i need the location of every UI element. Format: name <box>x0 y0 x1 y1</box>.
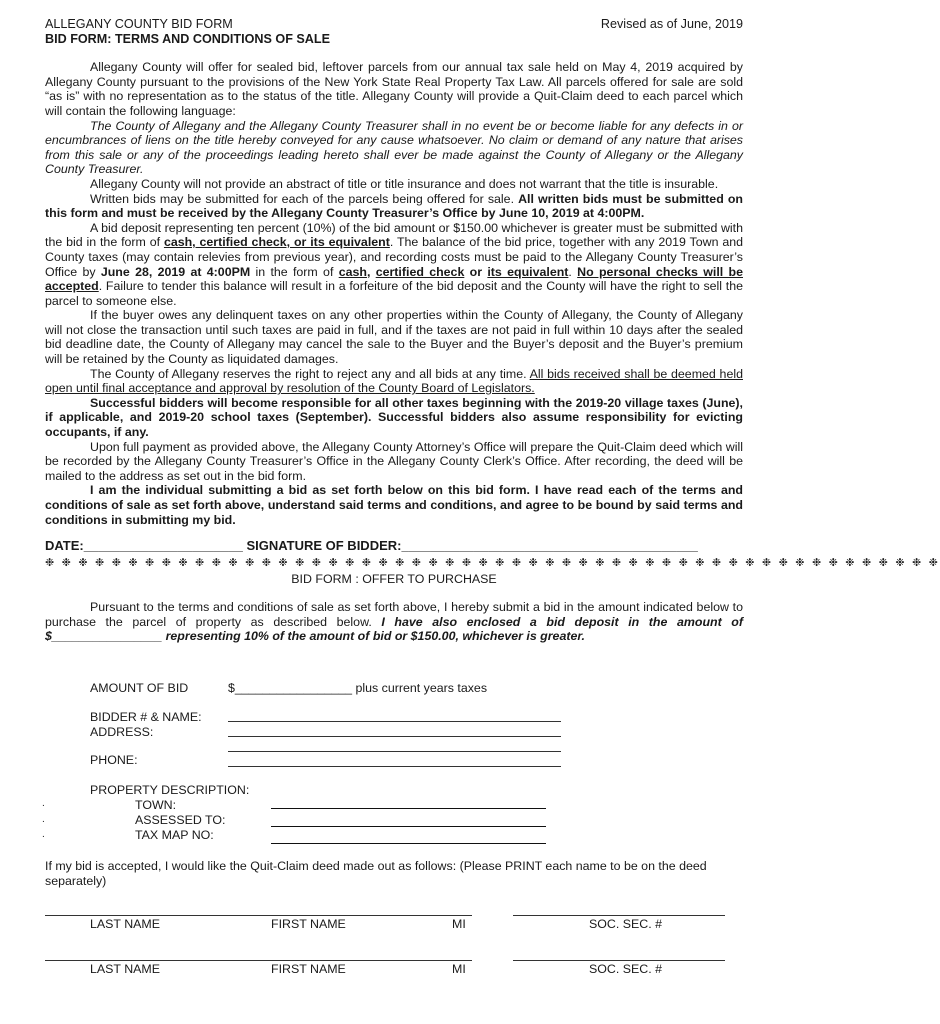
mi-label: MI <box>452 962 466 976</box>
address-label: ADDRESS: <box>90 725 154 739</box>
terms-p4-e: in the form of <box>250 264 339 279</box>
property-description-label: PROPERTY DESCRIPTION: <box>90 783 250 797</box>
amount-field[interactable]: $_________________ plus current years taxes <box>228 681 488 695</box>
first-name-label: FIRST NAME <box>271 917 346 931</box>
deed-instructions: If my bid is accepted, I would like the Quit-Claim deed made out as follows: (Please PRINT each name to be on the deed separately) <box>45 859 707 888</box>
offer-intro <box>45 600 743 644</box>
revised-date: Revised as of June, 2019 <box>600 17 743 31</box>
terms-p4-payment-forms: cash, certified check, or its equivalent <box>163 235 390 250</box>
offer-intro-text: Pursuant to the terms and conditions of sale as set forth above, I hereby submit a bid in the amount indicated below to purchase the parcel of property as described below. <box>45 599 743 629</box>
first-name-label: FIRST NAME <box>271 962 346 976</box>
terms-paragraph-2: Allegany County will not provide an abstract of title or title insurance and does not warrant that the title is insurable. <box>90 176 719 191</box>
assessed-to-field[interactable] <box>271 814 546 827</box>
assessed-to-label: ASSESSED TO: <box>135 813 226 827</box>
terms-p3-deadline: All written bids must be submitted on this form and must be received by the Allegany County Treasurer’s Office by June 10, 2019 at 4:00PM. <box>45 191 743 221</box>
tax-map-field[interactable] <box>271 831 546 844</box>
star-divider: ❉ ❉ ❉ ❉ ❉ ❉ ❉ ❉ ❉ ❉ ❉ ❉ ❉ ❉ ❉ ❉ ❉ ❉ ❉ ❉ ❉ ❉ ❉ ❉ ❉ ❉ ❉ ❉ ❉ ❉ ❉ ❉ ❉ ❉ ❉ ❉ ❉ ❉ ❉ ❉ ❉ ❉ ❉ ❉ ❉ ❉ ❉ ❉ ❉ ❉ ❉ ❉ ❉ ❉ <box>45 556 940 569</box>
address-field-2[interactable] <box>228 740 561 752</box>
terms-p9-text: I am the individual submitting a bid as set forth below on this bid form. I have read each of the terms and conditions of sale as set forth above, understand said terms and conditions, and agree to be bound by said terms and conditions in submitting my bid. <box>45 483 743 527</box>
phone-label: PHONE: <box>90 753 138 767</box>
form-title: ALLEGANY COUNTY BID FORM <box>45 17 233 31</box>
terms-p4-i: or <box>464 264 488 279</box>
terms-p6-b: All bids received shall be deemed held open until final acceptance and approval by resolution of the County Board of Legislators. <box>45 366 743 396</box>
terms-p4-c: . The balance of the bid price, together with any 2019 Town and County taxes (may contain relevies from previous year), and recording costs must be paid to the Allegany County Treasurer’s Office by <box>45 235 744 279</box>
date-label: DATE: <box>45 538 84 554</box>
deed-ssn-line-2[interactable] <box>513 950 725 961</box>
last-name-label: LAST NAME <box>90 917 161 931</box>
terms-p7-text: Successful bidders will become responsible for all other taxes beginning with the 2019-20 village taxes (June), if applicable, and 2019-20 school taxes (September). Successful bidders also assume responsibility for evicting occupants, if any. <box>45 395 743 440</box>
terms-p4-equivalent: its equivalent <box>487 264 569 279</box>
terms-p4-a: A bid deposit representing ten percent (10%) of the bid amount or $150.00 whichever is greater must be submitted with the bid in the form of <box>45 220 743 250</box>
terms-p4-balance-deadline: June 28, 2019 at 4:00PM <box>100 264 251 279</box>
terms-paragraph-6 <box>45 367 743 396</box>
ssn-label: SOC. SEC. # <box>589 917 662 931</box>
terms-paragraph-8: Upon full payment as provided above, the Allegany County Attorney’s Office will prepare the Quit-Claim deed which will be recorded by the Allegany County Treasurer’s Office in the Allegany County Clerk’s Office. After recording, the deed will be mailed to the address as set out in the bid form. <box>45 439 743 483</box>
disclaimer-quote <box>45 119 743 177</box>
offer-deposit-text: I have also enclosed a bid deposit in the amount of $________________ representing 10% of the amount of bid or $150.00, whichever is greater. <box>45 614 743 644</box>
terms-p3-text: Written bids may be submitted for each of the parcels being offered for sale. <box>90 191 519 206</box>
mi-label: MI <box>452 917 466 931</box>
address-field-1[interactable] <box>228 725 561 737</box>
bidder-name-field[interactable] <box>228 710 561 722</box>
terms-paragraph-7 <box>45 396 743 440</box>
form-subtitle: BID FORM: TERMS AND CONDITIONS OF SALE <box>45 31 330 46</box>
town-field[interactable] <box>271 796 546 809</box>
terms-p4-certified: certified check <box>375 264 465 279</box>
signature-label: SIGNATURE OF BIDDER: <box>242 538 402 554</box>
terms-p4-g: , <box>366 264 376 279</box>
tax-map-label: TAX MAP NO: <box>135 828 214 842</box>
phone-field[interactable] <box>228 755 561 767</box>
deed-name-line-2[interactable] <box>45 950 472 961</box>
date-field[interactable]: ______________________ <box>83 538 243 554</box>
bullet-dot: . <box>42 798 45 809</box>
terms-p4-m: . Failure to tender this balance will result in a forfeiture of the bid deposit and the County will have the right to sell the parcel to someone else. <box>45 279 743 308</box>
bullet-dot: . <box>42 829 45 840</box>
terms-p4-cash: cash <box>338 264 367 279</box>
last-name-label: LAST NAME <box>90 962 161 976</box>
header-row <box>45 17 743 32</box>
terms-p4-no-personal-checks: No personal checks will be accepted <box>45 264 743 294</box>
deed-ssn-line-1[interactable] <box>513 905 725 916</box>
terms-paragraph-9 <box>45 483 743 527</box>
offer-title: BID FORM : OFFER TO PURCHASE <box>291 572 497 587</box>
terms-p6-a: The County of Allegany reserves the right to reject any and all bids at any time. <box>90 366 530 381</box>
deed-name-line-1[interactable] <box>45 905 472 916</box>
signature-line <box>45 539 743 554</box>
terms-paragraph-4 <box>45 221 743 309</box>
terms-paragraph-5: If the buyer owes any delinquent taxes on any other properties within the County of Allegany, the County of Allegany will not close the transaction until such taxes are paid in full, and if the taxes are not paid in full within 10 days after the sealed bid deadline date, the County of Allegany may cancel the sale to the Buyer and the Buyer’s deposit and the Buyer’s premium will be retained by the County as liquidated damages. <box>45 308 743 367</box>
ssn-label: SOC. SEC. # <box>589 962 662 976</box>
signature-field[interactable]: _________________________________________ <box>401 538 698 554</box>
amount-label: AMOUNT OF BID <box>90 681 189 695</box>
disclaimer-quote-text: The County of Allegany and the Allegany County Treasurer shall in no event be or become liable for any defects in or encumbrances of liens on the title hereby conveyed for any cause whatsoever. No claim or demand of any nature that arises from this sale or any of the proceedings leading hereto shall ever be made against the County of Allegany or the Allegany County Treasurer. <box>45 118 743 177</box>
terms-paragraph-3 <box>45 192 743 221</box>
terms-paragraph-1: Allegany County will offer for sealed bid, leftover parcels from our annual tax sale held on May 4, 2019 acquired by Allegany County pursuant to the provisions of the New York State Real Property Tax Law. All parcels offered for sale are sold “as is” with no representation as to the status of the title. Allegany County will provide a Quit-Claim deed to each parcel which will contain the following language: <box>45 60 743 118</box>
town-label: TOWN: <box>135 798 177 812</box>
bullet-dot: . <box>42 814 45 825</box>
bidder-label: BIDDER # & NAME: <box>90 710 202 724</box>
terms-p4-k: . <box>568 264 578 279</box>
bid-form-page <box>45 17 940 644</box>
